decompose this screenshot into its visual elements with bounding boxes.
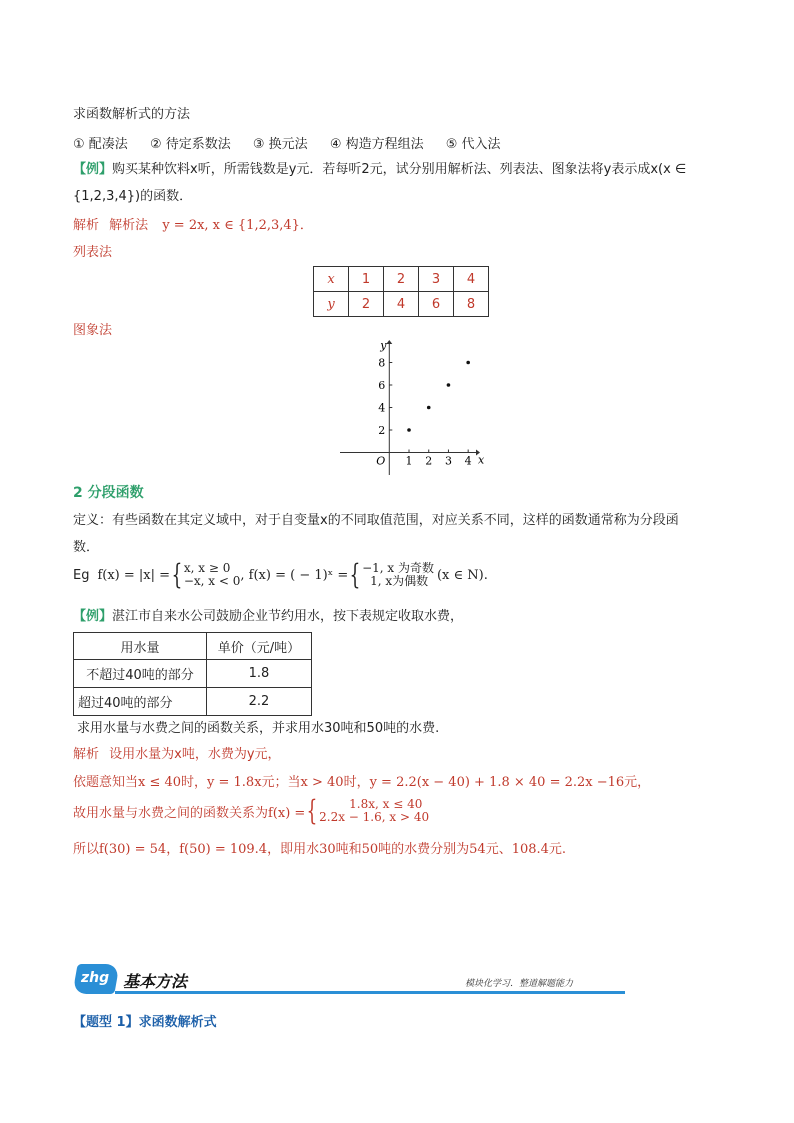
value-table: [313, 266, 489, 317]
method1-label: 解析法: [109, 218, 149, 233]
x-tick-label: 4: [464, 454, 472, 468]
method3-label: 图象法: [73, 323, 113, 338]
x-tick-label: 1: [405, 454, 413, 468]
solution-line4: 所以f(30) = 54，f(50) = 109.4，即用水30吨和50吨的水费分别为54元、108.4元.: [73, 842, 567, 857]
table-cell: 2.2: [207, 688, 312, 716]
table-cell: 不超过40吨的部分: [74, 660, 207, 688]
table-cell: x: [314, 267, 349, 292]
analysis-label: 解析: [73, 747, 100, 762]
topic-label: 【题型 1】求函数解析式: [73, 1015, 217, 1030]
table-cell: y: [314, 292, 349, 317]
eg-prefix: Eg: [73, 567, 90, 583]
table-row: [314, 292, 489, 317]
table-cell: 2: [349, 292, 384, 317]
methods-list: [73, 133, 501, 152]
example1-text: 购买某种饮料x听，所需钱数是y元．若每听2元，试分别用解析法、列表法、图象法将y表示成x(x ∈: [112, 162, 687, 177]
data-point: [447, 383, 451, 387]
case-line: −x, x < 0: [183, 574, 241, 588]
y-tick-label: 6: [378, 379, 386, 392]
brace-icon: {: [171, 558, 183, 591]
eg-f2-cases: [362, 562, 434, 588]
eg-f1-cases: [184, 562, 241, 588]
table-row: [74, 660, 312, 688]
method1-formula: y = 2x, x ∈ {1,2,3,4}．: [162, 218, 313, 233]
table-header-row: [74, 633, 312, 660]
table-cell: 超过40吨的部分: [74, 688, 207, 716]
solution-cases: [319, 798, 429, 824]
table-row: [314, 267, 489, 292]
table-cell: 8: [454, 292, 489, 317]
method-item: ③ 换元法: [252, 137, 308, 152]
y-tick-label: 2: [378, 424, 386, 437]
table-cell: 6: [419, 292, 454, 317]
brace-icon: {: [349, 558, 361, 591]
method-item: ④ 构造方程组法: [329, 137, 424, 152]
method-item: ⑤ 代入法: [445, 137, 501, 152]
analysis-label: 解析: [73, 218, 100, 233]
banner-rule: [115, 991, 625, 994]
analysis-line: [73, 214, 313, 233]
example2-question: 求用水量与水费之间的函数关系，并求用水30吨和50吨的水费.: [77, 721, 440, 736]
x-tick-label: 3: [444, 454, 452, 468]
piecewise-example: [73, 560, 488, 590]
definition-line2: 数．: [73, 540, 100, 555]
table-header: 单价（元/吨）: [207, 633, 312, 660]
table-header: 用水量: [74, 633, 207, 660]
solution-line3: [73, 796, 429, 826]
method2-label: 列表法: [73, 245, 113, 260]
table-cell: 4: [384, 292, 419, 317]
solution-line1: [73, 743, 281, 762]
y-tick-label: 8: [378, 356, 386, 370]
example1-line2: {1,2,3,4})的函数．: [73, 189, 193, 204]
data-point: [407, 428, 411, 432]
table-cell: 2: [384, 267, 419, 292]
solution-text: 故用水量与水费之间的函数关系为f(x) =: [73, 805, 306, 821]
case-line: 2.2x − 1.6, x > 40: [319, 810, 430, 824]
example2-line: [73, 605, 463, 624]
solution-line2: 依题意知当x ≤ 40时，y = 1.8x元；当x > 40时，y = 2.2(x − 40) + 1.8 × 40 = 2.2x −16元，: [73, 775, 651, 790]
example2-text: 湛江市自来水公司鼓励企业节约用水，按下表规定收取水费，: [112, 609, 464, 624]
case-line: 1.8x, x ≤ 40: [349, 797, 423, 811]
origin-label: O: [376, 454, 386, 468]
table-cell: 1.8: [207, 660, 312, 688]
data-point: [427, 406, 431, 410]
table-cell: 4: [454, 267, 489, 292]
method-item: ② 待定系数法: [149, 137, 231, 152]
water-price-table: [73, 632, 312, 716]
case-line: 1, x为偶数: [370, 574, 429, 588]
table-row: [74, 688, 312, 716]
y-axis-label: y: [380, 339, 387, 352]
example1-line1: [73, 158, 686, 177]
example-tag: 【例】: [73, 162, 113, 177]
example-tag: 【例】: [73, 609, 113, 624]
methods-heading: 求函数解析式的方法: [73, 107, 191, 122]
x-axis-label: x: [478, 453, 485, 467]
x-tick-label: 2: [425, 454, 433, 468]
table-cell: 3: [419, 267, 454, 292]
data-point: [466, 361, 470, 365]
case-line: −1, x 为奇数: [362, 561, 434, 575]
solution-text: 设用水量为x吨，水费为y元，: [109, 747, 281, 762]
banner-title: 基本方法: [123, 972, 188, 991]
y-tick-label: 4: [378, 401, 386, 415]
brace-icon: {: [306, 794, 318, 827]
scatter-chart: [340, 339, 485, 475]
banner-slogan: 模块化学习．整道解题能力: [465, 979, 574, 989]
table-cell: 1: [349, 267, 384, 292]
section-title: 2 分段函数: [73, 485, 144, 501]
case-line: x, x ≥ 0: [183, 561, 231, 575]
eg-f2-suffix: (x ∈ N).: [436, 567, 488, 583]
method-item: ① 配凑法: [73, 137, 128, 152]
definition-line1: 定义：有些函数在其定义域中，对于自变量x的不同取值范围，对应关系不同，这样的函数通常称为分段函: [73, 513, 679, 528]
y-axis-arrow: [386, 340, 392, 344]
section-banner: [75, 962, 625, 996]
logo-text: zhg: [81, 970, 110, 986]
eg-f1: f(x) = |x| =: [97, 567, 171, 583]
eg-f2: , f(x) = ( − 1)ˣ =: [240, 567, 349, 583]
